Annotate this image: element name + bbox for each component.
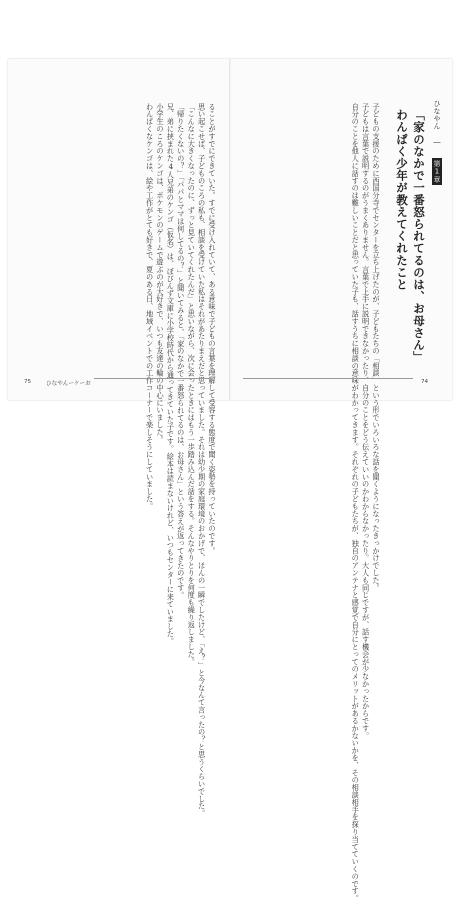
chapter-badge: 第1章: [433, 159, 441, 183]
paragraph: 小学生のころのケンゴは、ポケモンのゲームで遊ぶのが大好きで、いつも友達の輪の中心にいました。: [155, 103, 165, 444]
paragraph: ることがすでにできていた。すでに受け入れていて、ある意味で子どもの言葉を理解して受容する態度で聞く姿勢を持っていたのです。: [208, 103, 217, 555]
right-page: [231, 59, 452, 902]
paragraph: 「帰りたくないの？」「パパとママは何してるの？」と聞いてみると、「家のなかで一番怒られてるのは、お母さん」という答えが返ってきたのです。: [176, 103, 186, 599]
paragraph: 子どもは言葉で説明するのがうまくありません。言葉で上手に説明できなかったり、自分のことをどう伝えていいのかわからなかったり。大人も同じですが、話す機会が少なかったからです。: [361, 103, 371, 740]
paragraph: 「こんなに大きくなったのに、ずっと見ていてくれたんだ」と思いながら、次に会ったときにはもう一歩踏み込んだ話をする。そんなやりとりを何度も繰り返しました。: [187, 103, 197, 666]
right-page-footer: [243, 378, 433, 388]
heading-dash: ―: [433, 138, 441, 147]
running-head: ひなやんーケーお: [46, 381, 91, 387]
paragraph: 兄、弟に挟まれた4人兄弟のケンゴ（仮名）は、ぼびんず文庫に小学校時代から通ってきていた子です。絵本は読まないけれど、いつもセンターに来ていました。: [166, 103, 176, 645]
footer-rule: [94, 378, 212, 379]
paragraph: わんぱくなケンゴは、絵や工作がとても好きで、夏のある日、地域イベントでの工作コーナーで楽しそうにしていました。: [145, 103, 155, 510]
paragraph: 子どもの支援のために西国分寺でセンターを立ち上げたのが、子どもたちの「相談」という形でいろいろな話を聞くようになったきっかけでした。: [372, 103, 381, 592]
title-line: わんぱく少年が教えてくれたこと: [395, 109, 409, 291]
page-number: 75: [24, 379, 32, 385]
series-label: ひなやん: [433, 100, 441, 130]
right-page-body: [249, 103, 381, 902]
footer-rule: [243, 378, 413, 379]
paragraph: 自分のことを他人に話すのは難しいことだと思っていた子も、話すうちに相談の意味がわかってきます。それぞれの子どもたちが、独自のアンテナと感覚で自分にとってのメリットがあるかないかを、その相談相手を探り当てていくのです。: [351, 103, 361, 902]
title-line: 「家のなかで一番怒られてるのは、お母さん」: [412, 109, 426, 364]
page-number: 74: [421, 379, 429, 385]
left-page: [8, 59, 229, 818]
paragraph: 思い起こせば、子どものころの私も、相談を受けていた私はそれがあたりまえだと思っていました。それは幼少期の家庭環境のおかげで、ほんの一瞬でしたけど、「え？」と今なんて言ったの？と思うくらいでした。: [197, 103, 207, 818]
article-title: [393, 109, 427, 364]
book-spread: [8, 59, 452, 902]
left-page-footer: [24, 378, 214, 388]
series-heading: [432, 100, 442, 187]
